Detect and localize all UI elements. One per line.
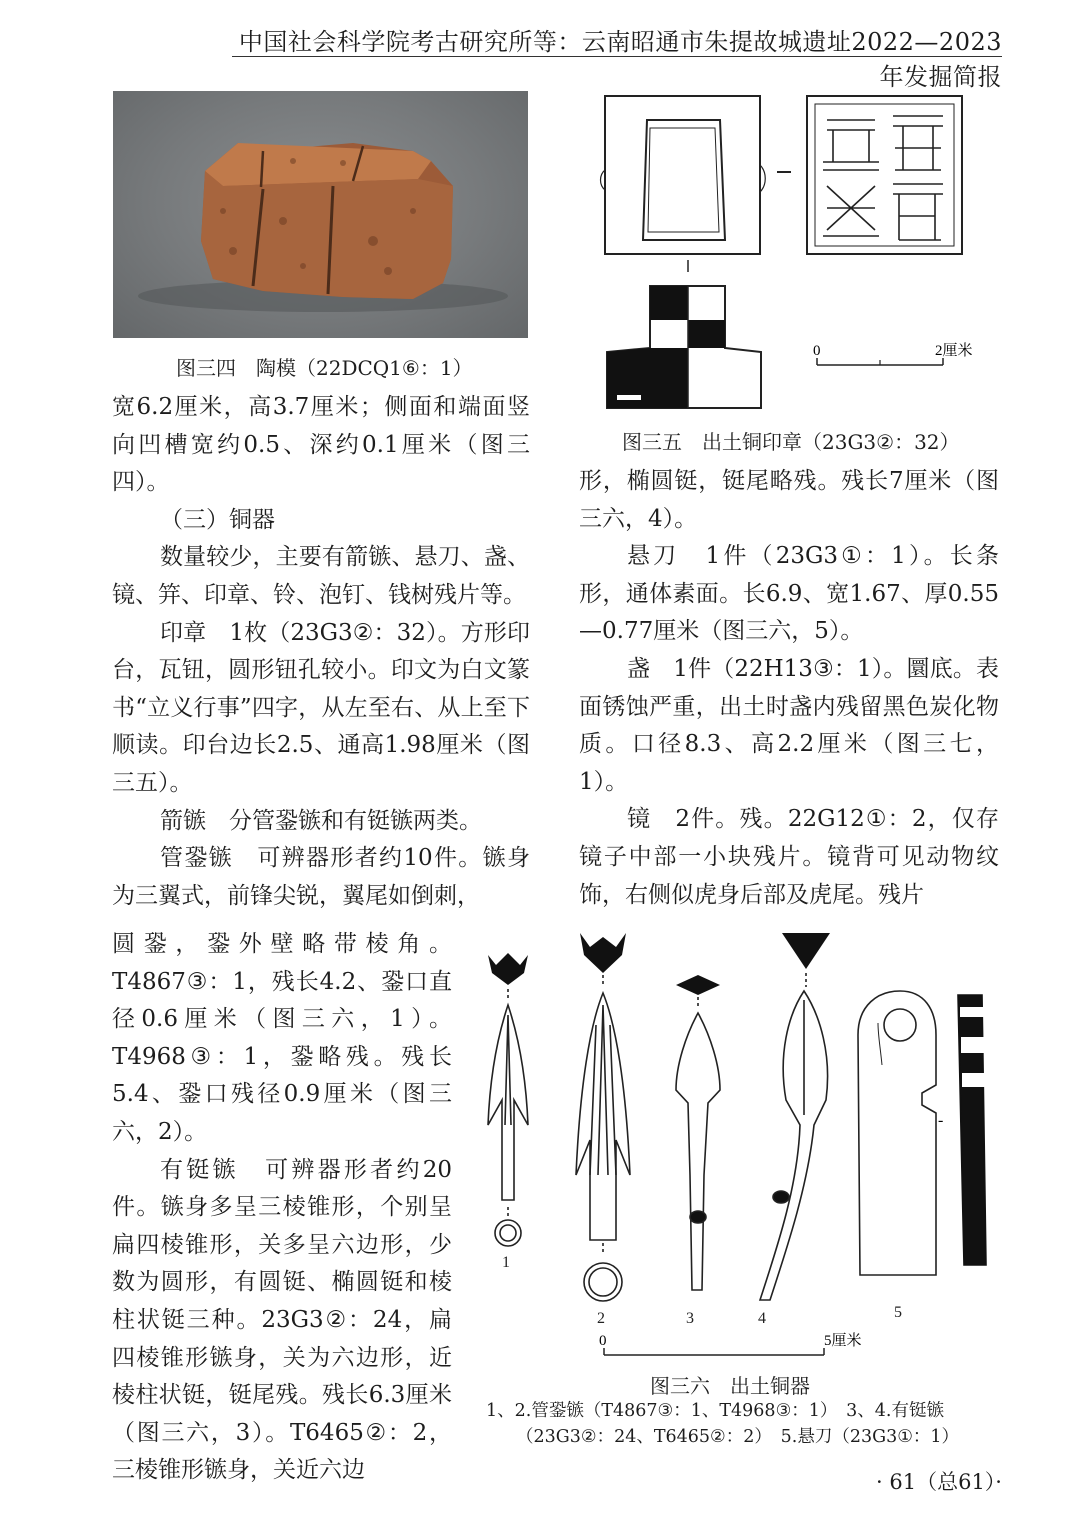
fig36-legend-line-2: （23G3②：24、T6465②：2） 5.悬刀（23G3①：1）: [516, 1427, 960, 1447]
section-heading: （三）铜器: [160, 506, 275, 533]
header-rule: [232, 56, 1002, 57]
left-wrap-text: [112, 926, 452, 1490]
fig36-bronze-artifacts: [478, 925, 1018, 1370]
seal-section: [607, 286, 761, 408]
artifact-2: [576, 933, 630, 1301]
artifact-4: [760, 933, 830, 1300]
paragraph: 宽6.2厘米，高3.7厘米；侧面和端面竖向凹槽宽约0.5、深约0.1厘米（图三四）。: [112, 394, 530, 496]
svg-text:1: 1: [502, 1254, 510, 1271]
artifact-3: [676, 975, 720, 1290]
svg-text:5: 5: [894, 1304, 902, 1321]
svg-text:0: 0: [599, 1333, 607, 1349]
running-header: 中国社会科学院考古研究所等：云南昭通市朱提故城遗址2022—2023年发掘简报: [238, 28, 1002, 91]
svg-text:0: 0: [813, 343, 821, 359]
paragraph: 圆銎，銎外壁略带棱角。T4867③：1，残长4.2、銎口直径0.6厘米（图三六，1）。T4968③：1，銎略残。残长5.4、銎口残径0.9厘米（图三六，2）。: [112, 931, 452, 1145]
fig36-title: 图三六 出土铜器: [650, 1374, 810, 1398]
svg-text:2: 2: [597, 1310, 605, 1327]
svg-text:3: 3: [686, 1310, 694, 1327]
section-dash: -: [938, 1112, 944, 1129]
paragraph: 箭镞 分管銎镞和有铤镞两类。: [160, 807, 482, 834]
scale-bar: [599, 1332, 862, 1355]
svg-text:5厘米: 5厘米: [824, 1333, 862, 1349]
fig35-seal-drawing: [595, 90, 995, 420]
artifact-5: [858, 991, 986, 1275]
paragraph: 盏 1件（22H13③：1）。圜底。表面锈蚀严重，出土时盏内残留黑色炭化物质。口径8.3、高2.2厘米（图三七，1）。: [579, 655, 999, 795]
bronze-seal-illustration: [595, 90, 995, 420]
svg-text:2厘米: 2厘米: [935, 343, 973, 359]
paragraph: 印章 1枚（23G3②：32）。方形印台，瓦钮，圆形钮孔较小。印文为白文篆书“立义行事”四字，从左至右、从上至下顺读。印台边长2.5、通高1.98厘米（图三五）。: [112, 619, 530, 796]
svg-text:4: 4: [758, 1310, 766, 1327]
paragraph: 有铤镞 可辨器形者约20件。镞身多呈三棱锥形，个别呈扁四棱锥形，关多呈六边形，少数为圆形，有圆铤、椭圆铤和棱柱状铤三种。23G3②：24，扁四棱锥形镞身，关为六边形，近棱柱状铤，铤尾残。残长6.3厘米（图三六，3）。T6465②：2，三棱锥形镞身，关近六边: [112, 1156, 452, 1484]
paragraph: 管銎镞 可辨器形者约10件。镞身为三翼式，前锋尖锐，翼尾如倒刺，: [112, 845, 530, 909]
pottery-mold-photo: [113, 91, 528, 338]
fig34-caption: 图三四 陶模（22DCQ1⑥：1）: [176, 356, 473, 380]
fig36-legend-line-1: 1、2.管銎镞（T4867③：1、T4968③：1） 3、4.有铤镞: [486, 1401, 944, 1421]
paragraph: 镜 2件。残。22G12①：2，仅存镜子中部一小块残片。镜背可见动物纹饰，右侧似虎身后部及虎尾。残片: [579, 806, 999, 908]
left-column-text: [112, 389, 530, 915]
page-number: · 61（总61）·: [876, 1470, 1002, 1494]
pottery-mold-image: [113, 91, 528, 338]
scale-bar: [813, 342, 973, 365]
paragraph: 形，椭圆铤，铤尾略残。残长7厘米（图三六，4）。: [579, 468, 999, 532]
right-column-text: [579, 463, 999, 914]
seal-impression: [807, 96, 962, 254]
paragraph: 数量较少，主要有箭镞、悬刀、盏、镜、笄、印章、铃、泡钉、钱树残片等。: [112, 544, 530, 608]
artifact-1: [488, 953, 528, 1246]
fig35-caption: 图三五 出土铜印章（23G3②：32）: [622, 430, 960, 454]
bronze-artifacts-illustration: [478, 925, 1018, 1370]
paragraph: 悬刀 1件（23G3①：1）。长条形，通体素面。长6.9、宽1.67、厚0.55—0.77厘米（图三六，5）。: [579, 543, 999, 645]
